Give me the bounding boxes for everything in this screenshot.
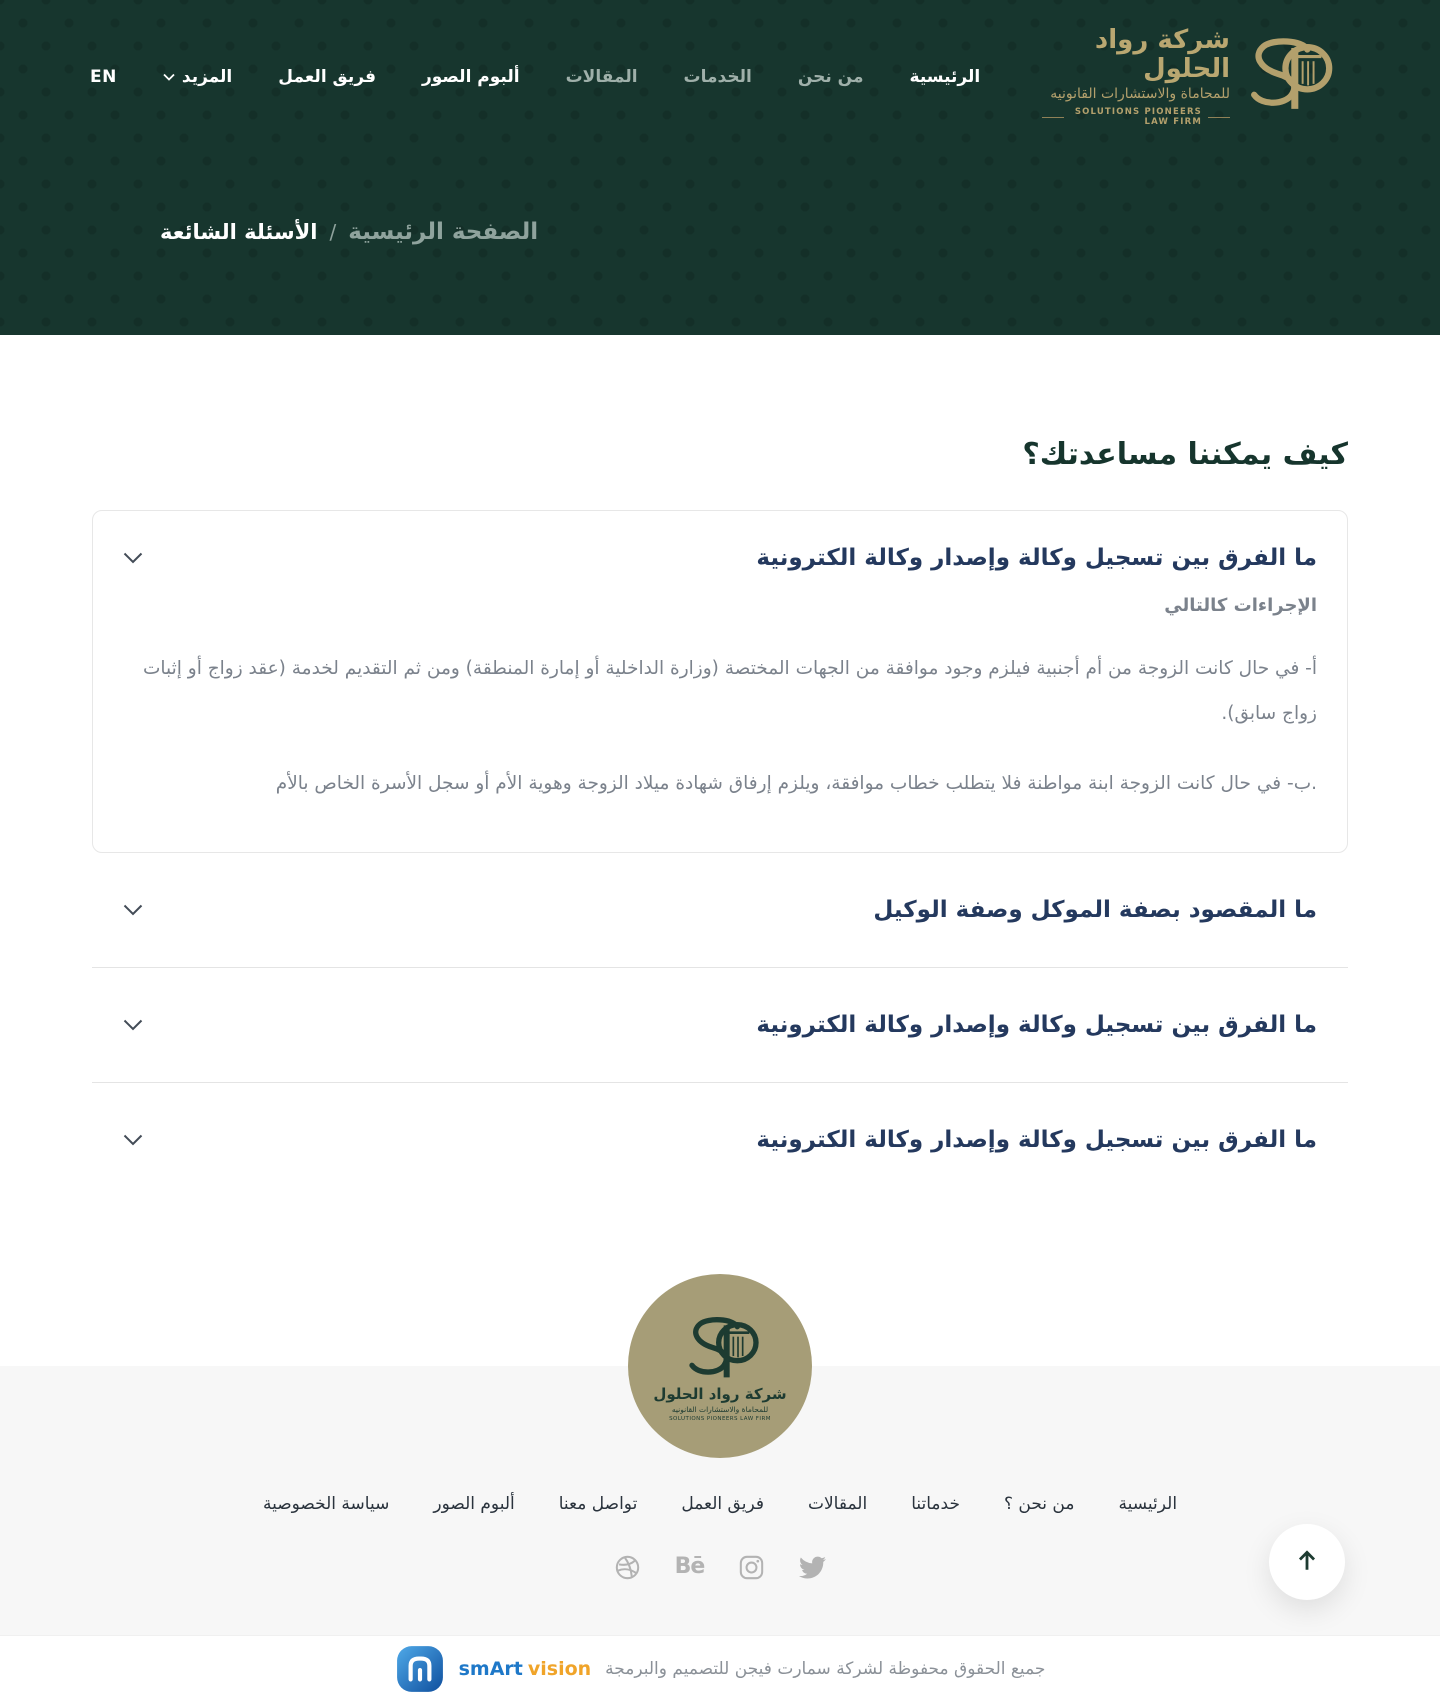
brand-name-en: SOLUTIONS PIONEERS LAW FIRM [669, 1415, 771, 1422]
smart-vision-logo-icon[interactable] [395, 1644, 445, 1694]
twitter-icon[interactable] [799, 1554, 826, 1581]
nav-item-team[interactable]: فريق العمل [278, 66, 376, 87]
nav-item-services[interactable]: الخدمات [683, 66, 752, 87]
footer-nav-services[interactable]: خدماتنا [911, 1493, 960, 1514]
footer-nav-home[interactable]: الرئيسية [1118, 1493, 1178, 1514]
faq-question-text: ما الفرق بين تسجيل وكالة وإصدار وكالة الكترونية [756, 545, 1317, 571]
breadcrumb-separator: / [329, 220, 337, 245]
footer-nav-team[interactable]: فريق العمل [681, 1493, 764, 1514]
footer-nav-articles[interactable]: المقالات [807, 1493, 868, 1514]
nav-item-more[interactable]: المزيد [163, 67, 232, 87]
brand-text [1042, 26, 1230, 127]
social-links [0, 1554, 1440, 1581]
copyright-bar [0, 1635, 1440, 1702]
faq-question-text: ما الفرق بين تسجيل وكالة وإصدار وكالة الكترونية [756, 1126, 1317, 1153]
faq-answer-paragraph: أ- في حال كانت الزوجة من أم أجنبية فيلزم وجود موافقة من الجهات المختصة (وزارة الداخلية أو إمارة المنطقة) ومن ثم التقديم لخدمة (عقد زواج أو إثبات زواج سابق). [142, 658, 1317, 725]
footer-logo [628, 1274, 812, 1458]
top-navigation-bar [0, 0, 1440, 127]
scroll-to-top-button[interactable] [1269, 1524, 1345, 1600]
brand-tagline: للمحاماة والاستشارات القانونيه [671, 1404, 769, 1414]
faq-question-toggle[interactable] [92, 968, 1348, 1082]
chevron-down-icon [163, 73, 175, 81]
arrow-up-icon [1294, 1547, 1320, 1576]
page-title: كيف يمكننا مساعدتك؟ [1022, 437, 1348, 472]
faq-question-text: ما المقصود بصفة الموكل وصفة الوكيل [873, 896, 1317, 923]
chevron-down-icon [123, 552, 143, 564]
site-footer [0, 1366, 1440, 1635]
nav-item-language-en[interactable]: EN [90, 66, 117, 87]
breadcrumb-current-page: الأسئلة الشائعة [160, 220, 318, 245]
dash-decoration [1042, 117, 1064, 118]
faq-question-toggle[interactable] [92, 1083, 1348, 1197]
main-content [0, 437, 1440, 1366]
footer-nav-privacy-policy[interactable]: سياسة الخصوصية [262, 1493, 390, 1514]
nav-item-articles[interactable]: المقالات [565, 66, 638, 87]
site-header [0, 0, 1440, 335]
chevron-down-icon [123, 1134, 143, 1146]
footer-nav-photo-album[interactable]: ألبوم الصور [433, 1493, 515, 1514]
faq-answer-intro: الإجراءات كالتالي [1164, 595, 1317, 616]
faq-item-expanded [92, 510, 1348, 853]
main-navigation [90, 67, 980, 87]
copyright-text: جميع الحقوق محفوظة لشركة سمارت فيجن للتصميم والبرمجة [605, 1658, 1046, 1679]
behance-icon[interactable]: Bē [674, 1554, 705, 1580]
brand-monogram-icon [1240, 37, 1334, 116]
nav-item-about[interactable]: من نحن [797, 66, 864, 87]
brand-monogram-icon [680, 1316, 760, 1384]
dribbble-icon[interactable] [614, 1554, 641, 1581]
header-logo[interactable] [1042, 26, 1334, 127]
brand-tagline: للمحاماة والاستشارات القانونيه [1050, 86, 1230, 103]
chevron-down-icon [123, 904, 143, 916]
brand-name-en: SOLUTIONS PIONEERS LAW FIRM [1042, 107, 1230, 127]
faq-answer-paragraph: .ب- في حال كانت الزوجة ابنة مواطنة فلا يتطلب خطاب موافقة، ويلزم إرفاق شهادة ميلاد الزوجة وهوية الأم أو سجل الأسرة الخاص بالأم [275, 772, 1317, 794]
dash-decoration [1208, 117, 1230, 118]
faq-question-toggle[interactable] [123, 545, 1317, 571]
faq-question-text: ما الفرق بين تسجيل وكالة وإصدار وكالة الكترونية [756, 1011, 1317, 1038]
brand-name-ar: شركة رواد الحلول [1094, 25, 1230, 84]
breadcrumb [0, 219, 1440, 245]
faq-answer [123, 595, 1317, 806]
chevron-down-icon [123, 1019, 143, 1031]
footer-nav-contact[interactable]: تواصل معنا [558, 1493, 638, 1514]
faq-question-toggle[interactable] [92, 853, 1348, 967]
nav-item-photo-album[interactable]: ألبوم الصور [421, 66, 520, 87]
nav-item-home[interactable]: الرئيسية [909, 66, 981, 87]
brand-name-ar: شركة رواد الحلول [653, 1385, 787, 1404]
breadcrumb-home-link[interactable]: الصفحة الرئيسية [348, 219, 539, 246]
instagram-icon[interactable] [738, 1554, 765, 1581]
smart-vision-link[interactable]: smArt vision [458, 1657, 592, 1680]
footer-nav-about[interactable]: من نحن ؟ [1003, 1493, 1075, 1514]
